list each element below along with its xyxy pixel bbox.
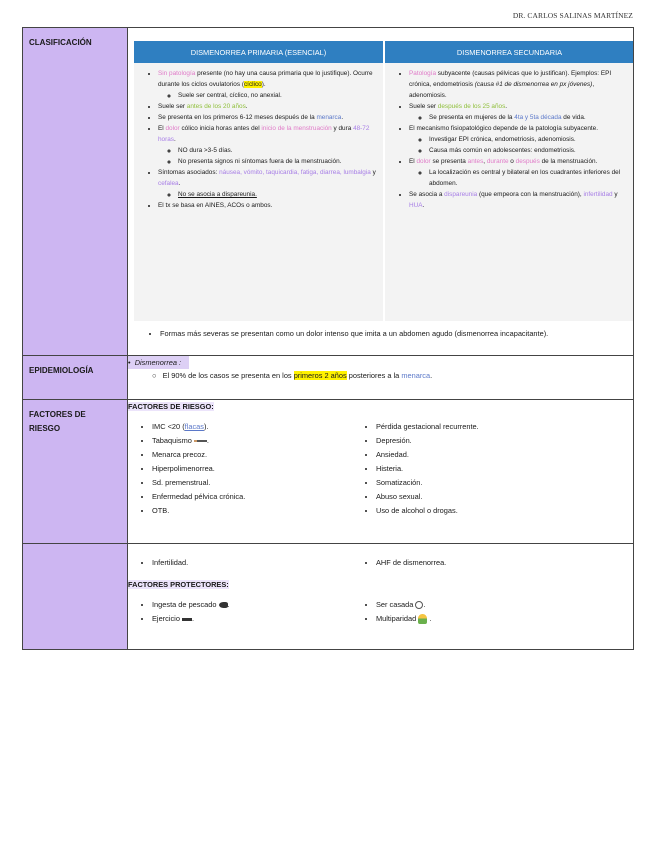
riesgo-item: • Depresión. bbox=[376, 434, 576, 448]
note-text: • Formas más severas se presentan como un dolor intenso que imita a un abdomen agudo (dismenorrea incapacitante). bbox=[160, 328, 623, 340]
text: Se asocia a bbox=[409, 191, 445, 198]
extra-item: • Infertilidad. bbox=[152, 556, 352, 570]
text: ). bbox=[203, 422, 209, 431]
riesgo-item: • Enfermedad pélvica crónica. bbox=[152, 490, 352, 504]
text: . bbox=[341, 114, 344, 121]
text: Ser casada bbox=[376, 600, 414, 609]
text: . bbox=[430, 371, 433, 380]
primaria-bullet-5 bbox=[158, 167, 377, 200]
riesgo-item: • Sd. premenstrual. bbox=[152, 476, 352, 490]
label-epidemiologia: EPIDEMIOLOGÍA bbox=[23, 356, 128, 400]
text-causa-1: (causa #1 de dismenorrea en px jóvenes) bbox=[474, 81, 593, 88]
text: subyacente (causas pélvicas que lo justifican). Ejemplos: EPI crónica, endometriosis bbox=[409, 70, 612, 88]
protectores-cell bbox=[128, 544, 634, 650]
epidemiologia-cell bbox=[128, 356, 634, 400]
text: ). bbox=[261, 81, 266, 88]
content-table bbox=[22, 27, 634, 650]
author-header: DR. CARLOS SALINAS MARTÍNEZ bbox=[512, 11, 633, 20]
riesgo-left-list bbox=[128, 420, 352, 518]
factores-cell bbox=[128, 400, 634, 544]
secundaria-sub: ◦ Causa más común en adolescentes: endometriosis. bbox=[429, 145, 628, 156]
secundaria-column bbox=[384, 63, 634, 321]
text: . bbox=[422, 202, 425, 209]
riesgo-columns bbox=[128, 420, 633, 518]
family-icon bbox=[418, 614, 427, 624]
text-antes: antes bbox=[467, 158, 484, 165]
text: . bbox=[245, 103, 248, 110]
text-ciclico: cíclico bbox=[243, 81, 262, 88]
text: y bbox=[612, 191, 618, 198]
text: Se presenta en los primeros 6-12 meses después de la bbox=[158, 114, 317, 121]
text-flacas: flacas bbox=[184, 422, 204, 431]
text-antes-20: antes de los 20 años bbox=[186, 103, 246, 110]
riesgo-item: • OTB. bbox=[152, 504, 352, 518]
riesgo-item: • Ansiedad. bbox=[376, 448, 576, 462]
text: El mecanismo fisiopatológico depende de la patología subyacente. bbox=[409, 125, 599, 132]
secundaria-bullet-3 bbox=[409, 123, 628, 156]
protector-item: • Multiparidad . bbox=[376, 612, 576, 626]
text: El 90% de los casos se presenta en los bbox=[162, 371, 294, 380]
extra-columns bbox=[128, 556, 633, 570]
secundaria-bullet-1 bbox=[409, 68, 628, 101]
text-dolor: dolor bbox=[416, 158, 431, 165]
header-secundaria: DISMENORREA SECUNDARIA bbox=[384, 41, 634, 63]
text-infertilidad: infertilidad bbox=[583, 191, 613, 198]
text: presente (no hay una causa primaria que lo justifique). Ocurre durante los ciclos ovulatorios ( bbox=[158, 70, 373, 88]
text: de vida. bbox=[561, 114, 586, 121]
extra-left-list bbox=[128, 556, 352, 570]
cigarette-icon bbox=[194, 440, 207, 442]
label-factores bbox=[23, 400, 128, 544]
label-factores-1: FACTORES DE bbox=[29, 410, 86, 419]
riesgo-title bbox=[128, 400, 633, 414]
epi-item-label: Dismenorrea : bbox=[134, 358, 182, 367]
fish-icon bbox=[219, 602, 228, 608]
text: Síntomas asociados: bbox=[158, 169, 220, 176]
clasificacion-inner-table bbox=[134, 41, 634, 321]
text-despues-25: después de los 25 años bbox=[437, 103, 506, 110]
protectores-left-list bbox=[128, 598, 352, 626]
primaria-bullet-4 bbox=[158, 123, 377, 167]
text-sin-patologia: Sin patología bbox=[158, 70, 196, 77]
text: , adenomiosis. bbox=[409, 81, 595, 99]
text: y dura bbox=[331, 125, 354, 132]
text: , bbox=[483, 158, 487, 165]
text: de la menstruación. bbox=[539, 158, 598, 165]
text: Ejercicio bbox=[152, 614, 180, 623]
primaria-column bbox=[134, 63, 384, 321]
text: (que empeora con la menstruación), bbox=[477, 191, 584, 198]
protector-item: • Ingesta de pescado . bbox=[152, 598, 352, 612]
text-dolor: dolor bbox=[165, 125, 180, 132]
header-primaria: DISMENORREA PRIMARIA (ESENCIAL) bbox=[134, 41, 384, 63]
secundaria-sub: ◦ La localización es central y bilateral en los cuadrantes inferiores del abdomen. bbox=[429, 167, 628, 189]
label-clasificacion: CLASIFICACIÓN bbox=[23, 28, 128, 356]
extra-right-list bbox=[352, 556, 576, 570]
protectores-right-list bbox=[352, 598, 576, 626]
primaria-bullet-1 bbox=[158, 68, 377, 101]
text-primeros-2: primeros 2 años bbox=[293, 371, 347, 380]
primaria-sub: ◦ NO dura >3-5 días. bbox=[178, 145, 377, 156]
primaria-bullet-3 bbox=[158, 112, 377, 123]
protectores-title-text: FACTORES PROTECTORES: bbox=[128, 580, 229, 589]
secundaria-sub: ◦ Investigar EPI crónica, endometriosis, adenomiosis. bbox=[429, 134, 628, 145]
secundaria-sub bbox=[429, 112, 628, 123]
text-decada: 4ta y 5ta década bbox=[514, 114, 562, 121]
primaria-sub: ◦ No se asocia a dispareunia. bbox=[178, 189, 377, 200]
clasificacion-cell bbox=[128, 28, 634, 356]
text-inicio-menstruacion: inicio de la menstruación bbox=[261, 125, 332, 132]
riesgo-title-text: FACTORES DE RIESGO: bbox=[128, 402, 214, 411]
epi-sub: ○ El 90% de los casos se presenta en los primeros 2 años posteriores a la menarca. bbox=[152, 371, 433, 380]
riesgo-item: • Histeria. bbox=[376, 462, 576, 476]
secundaria-bullet-2 bbox=[409, 101, 628, 123]
text-patologia: Patología bbox=[409, 70, 437, 77]
text: IMC <20 ( bbox=[152, 422, 185, 431]
primaria-bullet-2 bbox=[158, 101, 377, 112]
note-formas-severas bbox=[128, 321, 633, 346]
riesgo-item: • Somatización. bbox=[376, 476, 576, 490]
text: . bbox=[174, 136, 176, 143]
text: . bbox=[505, 103, 508, 110]
text-cefalea: cefalea bbox=[158, 180, 179, 187]
text-menarca: menarca bbox=[401, 371, 431, 380]
riesgo-item: • Uso de alcohol o drogas. bbox=[376, 504, 576, 518]
riesgo-item: • Menarca precoz. bbox=[152, 448, 352, 462]
ring-icon bbox=[415, 601, 423, 609]
text-menarca: menarca bbox=[316, 114, 342, 121]
text: El bbox=[158, 125, 166, 132]
protectores-columns bbox=[128, 598, 633, 626]
text: se presenta bbox=[430, 158, 468, 165]
riesgo-item: • Pérdida gestacional recurrente. bbox=[376, 420, 576, 434]
text: cólico inicia horas antes del bbox=[179, 125, 262, 132]
text: . bbox=[178, 180, 181, 187]
protectores-title bbox=[128, 578, 633, 592]
text: El bbox=[409, 158, 417, 165]
secundaria-bullet-4 bbox=[409, 156, 628, 189]
riesgo-item: • Abuso sexual. bbox=[376, 490, 576, 504]
text: Multiparidad bbox=[376, 614, 417, 623]
text: Tabaquismo bbox=[152, 436, 192, 445]
secundaria-bullet-5 bbox=[409, 189, 628, 211]
primaria-bullet-6: • El tx se basa en AINES, ACOs o ambos. bbox=[158, 200, 377, 211]
exercise-icon bbox=[182, 618, 192, 621]
text-sintomas: náusea, vómito, taquicardia, fatiga, diarrea, lumbalgia bbox=[219, 169, 371, 176]
riesgo-item: • Tabaquismo . bbox=[152, 434, 352, 448]
epi-item: • Dismenorrea : bbox=[128, 356, 189, 369]
text: Se presenta en mujeres de la bbox=[429, 114, 515, 121]
riesgo-right-list bbox=[352, 420, 576, 518]
label-factores-2: RIESGO bbox=[29, 424, 61, 433]
text-dispareunia: dispareunia bbox=[444, 191, 478, 198]
extra-item: • AHF de dismenorrea. bbox=[376, 556, 576, 570]
text: Suele ser bbox=[158, 103, 187, 110]
primaria-sub: ◦ No presenta signos ni síntomas fuera de la menstruación. bbox=[178, 156, 377, 167]
text: posteriores a la bbox=[346, 371, 402, 380]
text-48-72: 48-72 horas bbox=[158, 125, 370, 143]
riesgo-item bbox=[152, 420, 352, 434]
primaria-sub: ◦ Suele ser central, cíclico, no anexial. bbox=[178, 90, 377, 101]
text-despues: después bbox=[515, 158, 540, 165]
text: Ingesta de pescado bbox=[152, 600, 217, 609]
text-durante: durante bbox=[486, 158, 509, 165]
text: y bbox=[370, 169, 376, 176]
label-empty bbox=[23, 544, 128, 650]
text: Suele ser bbox=[409, 103, 438, 110]
text: o bbox=[508, 158, 516, 165]
text-hua: HUA bbox=[409, 202, 423, 209]
protector-item: • Ser casada . bbox=[376, 598, 576, 612]
protector-item: • Ejercicio . bbox=[152, 612, 352, 626]
riesgo-item: • Hiperpolimenorrea. bbox=[152, 462, 352, 476]
